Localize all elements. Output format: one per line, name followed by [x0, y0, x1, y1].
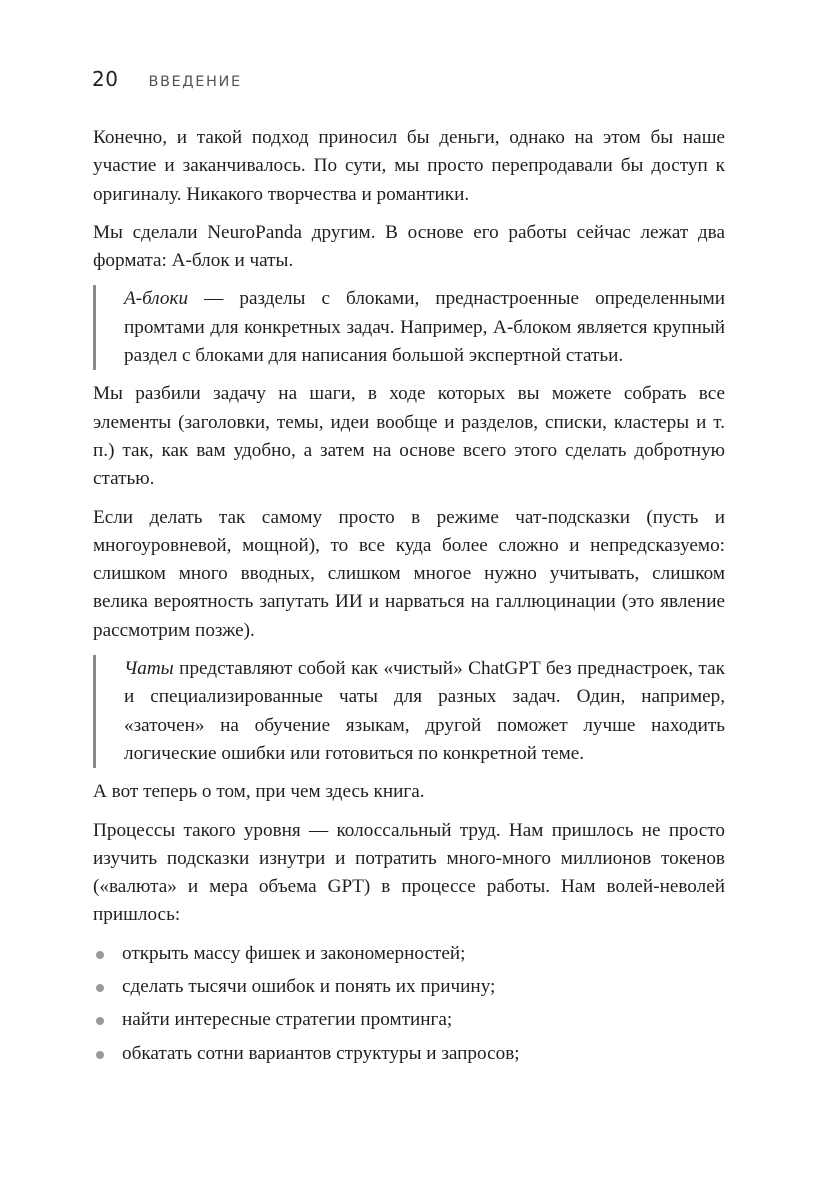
page-number: 20 — [92, 67, 119, 91]
list-item-text: найти интересные стратегии промтинга; — [122, 1009, 453, 1031]
list-item-text: сделать тысячи ошибок и понять их причину; — [122, 976, 496, 998]
bullet-list — [93, 940, 725, 1068]
term-chats: Чаты — [124, 658, 174, 680]
paragraph-3: Мы разбили задачу на шаги, в ходе которых вы можете собрать все элементы (заголовки, темы, идеи вообще и разделов, списки, кластеры и т. п.) так, как вам удобно, а затем на основе всего этого сделать добротную статью. — [93, 383, 725, 490]
blockquote-a-blocks — [93, 285, 725, 370]
paragraph-5: А вот теперь о том, при чем здесь книга. — [93, 781, 425, 803]
paragraph-6: Процессы такого уровня — колоссальный труд. Нам пришлось не просто изучить подсказки изнутри и потратить много-много миллионов токенов («валюта» и мера объема GPT) в процессе работы. Нам волей-неволей пришлось: — [93, 819, 725, 926]
list-item — [93, 1006, 725, 1034]
bullet-dot-icon — [96, 951, 104, 959]
running-header — [92, 67, 242, 97]
paragraph-1: Конечно, и такой подход приносил бы деньги, однако на этом бы наше участие и заканчивалось. По сути, мы просто перепродавали бы доступ к оригиналу. Никакого творчества и романтики. — [93, 127, 725, 205]
bullet-dot-icon — [96, 1051, 104, 1059]
list-item-text: обкатать сотни вариантов структуры и запросов; — [122, 1042, 520, 1064]
blockquote-chats-body: представляют собой как «чистый» ChatGPT без преднастроек, так и специализированные чаты для разных задач. Один, например, «заточен» на обучение языкам, другой поможет лучше находить логические ошибки или готовиться по конкретной теме. — [124, 658, 725, 764]
section-title: ВВЕДЕНИЕ — [148, 74, 242, 90]
blockquote-chats — [93, 655, 725, 768]
list-item — [93, 1040, 725, 1068]
paragraph-2: Мы сделали NeuroPanda другим. В основе его работы сейчас лежат два формата: А-блок и чаты. — [93, 221, 725, 272]
paragraph-4: Если делать так самому просто в режиме чат-подсказки (пусть и многоуровневой, мощной), то все куда более сложно и непредсказуемо: слишком много вводных, слишком многое нужно учитывать, слишком велика вероятность запутать ИИ и нарваться на галлюцинации (это явление рассмотрим позже). — [93, 506, 725, 641]
list-item — [93, 973, 725, 1001]
blockquote-a-blocks-body: — разделы с блоками, преднастроенные определенными промтами для конкретных задач. Например, А-блоком является крупный раздел с блоками для написания большой экспертной статьи. — [124, 288, 725, 367]
list-item — [93, 940, 725, 968]
term-a-blocks: А-блоки — [124, 288, 189, 310]
body-text — [93, 124, 725, 1073]
blockquote-chats-text — [124, 655, 725, 768]
blockquote-a-blocks-text — [124, 285, 725, 370]
list-item-text: открыть массу фишек и закономерностей; — [122, 942, 466, 964]
bullet-dot-icon — [96, 984, 104, 992]
bullet-dot-icon — [96, 1017, 104, 1025]
